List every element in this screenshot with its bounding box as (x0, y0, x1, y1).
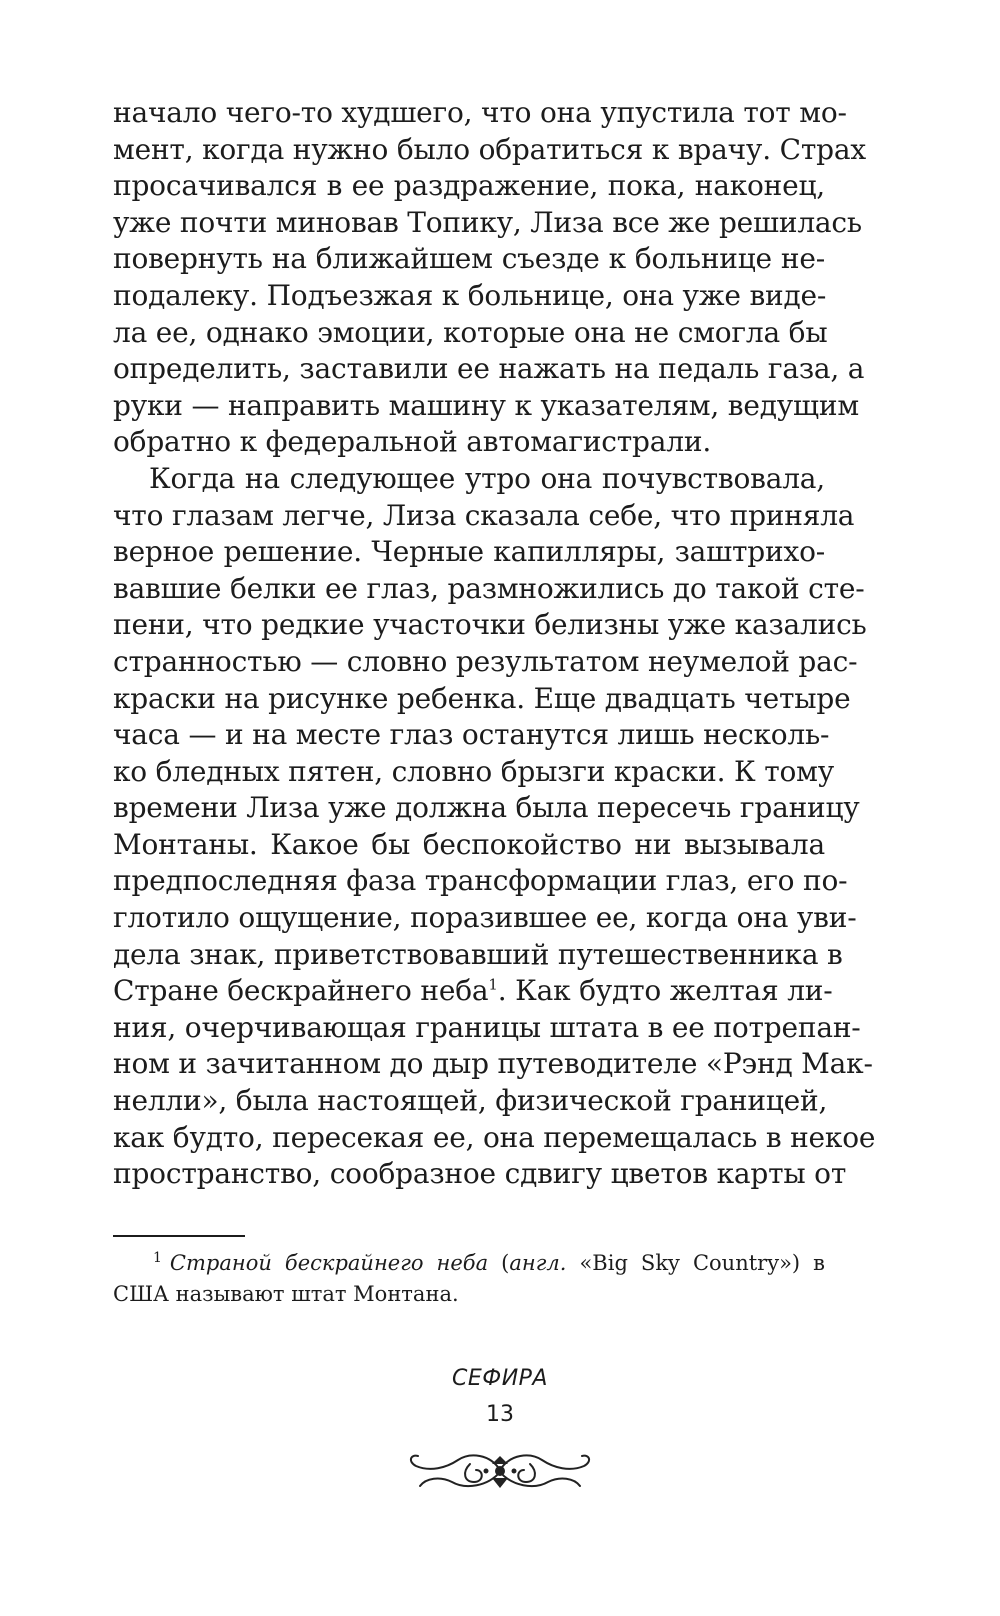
text-line: пространство, сообразное сдвигу цветов карты от (113, 1157, 847, 1191)
body-text (113, 95, 876, 1193)
text-line: предпоследняя фаза трансформации глаз, его по- (113, 864, 848, 898)
text-line: пени, что редкие участочки белизны уже казались (113, 608, 867, 642)
text-line: ла ее, однако эмоции, которые она не смогла бы (113, 315, 828, 349)
text-line: начало чего-то худшего, что она упустила тот мо- (113, 96, 847, 129)
page-number: 13 (486, 1402, 514, 1427)
text-segment: . Как будто желтая ли- (497, 974, 833, 1008)
text-line: нелли», была настоящей, физической границей, (113, 1084, 828, 1118)
text-line: уже почти миновав Топику, Лиза все же решилась (113, 205, 862, 239)
text-line: обратно к федеральной автомагистрали. (113, 425, 712, 459)
footnote-line (113, 1248, 825, 1279)
footnote-number: 1 (153, 1250, 162, 1266)
text-line (113, 973, 833, 1010)
text-line: странностью — словно результатом неумелой рас- (113, 644, 858, 678)
text-line: как будто, пересекая ее, она перемещалась в некое (113, 1120, 876, 1154)
text-segment: Стране бескрайнего неба (113, 974, 489, 1008)
text-line: мент, когда нужно было обратиться к врачу. Страх (113, 132, 866, 166)
footnote-line-2: США называют штат Монтана. (113, 1282, 459, 1306)
text-line: часа — и на месте глаз останутся лишь несколь- (113, 718, 830, 752)
text-line: что глазам легче, Лиза сказала себе, что приняла (113, 498, 855, 532)
text-line: глотило ощущение, поразившее ее, когда она уви- (113, 901, 857, 935)
running-title: СЕФИРА (452, 1366, 548, 1391)
text-line: повернуть на ближайшем съезде к больнице не- (113, 242, 825, 276)
footnote-rest: «Big Sky Country») в (566, 1251, 825, 1275)
footnote-paren: ( (488, 1251, 510, 1275)
text-line: Монтаны. Какое бы беспокойство ни вызывала (113, 827, 825, 861)
footnote (113, 1248, 825, 1310)
text-line: определить, заставили ее нажать на педаль газа, а (113, 352, 865, 386)
text-line: ния, очерчивающая границы штата в ее потрепан- (113, 1010, 861, 1044)
text-line: Когда на следующее утро она почувствовала, (149, 461, 825, 495)
text-line: дела знак, приветствовавший путешественника в (113, 937, 843, 971)
text-line: просачивался в ее раздражение, пока, наконец, (113, 169, 825, 203)
text-line: подалеку. Подъезжая к больнице, она уже виде- (113, 278, 827, 312)
decorative-flourish-icon (400, 1442, 600, 1498)
text-line: руки — направить машину к указателям, ведущим (113, 388, 859, 422)
footnote-abbr: англ. (509, 1251, 567, 1275)
footnote-term: Страной бескрайнего неба (169, 1251, 489, 1275)
text-line: вавшие белки ее глаз, размножились до такой сте- (113, 571, 865, 605)
footnote-divider (113, 1235, 245, 1237)
text-line: времени Лиза уже должна была пересечь границу (113, 791, 860, 825)
text-line: ном и зачитанном до дыр путеводителе «Рэнд Мак- (113, 1047, 873, 1081)
text-line: краски на рисунке ребенка. Еще двадцать четыре (113, 681, 851, 715)
text-line: верное решение. Черные капилляры, заштрихо- (113, 535, 825, 569)
text-line: ко бледных пятен, словно брызги краски. К тому (113, 754, 835, 788)
footnote-reference[interactable]: 1 (488, 975, 498, 994)
